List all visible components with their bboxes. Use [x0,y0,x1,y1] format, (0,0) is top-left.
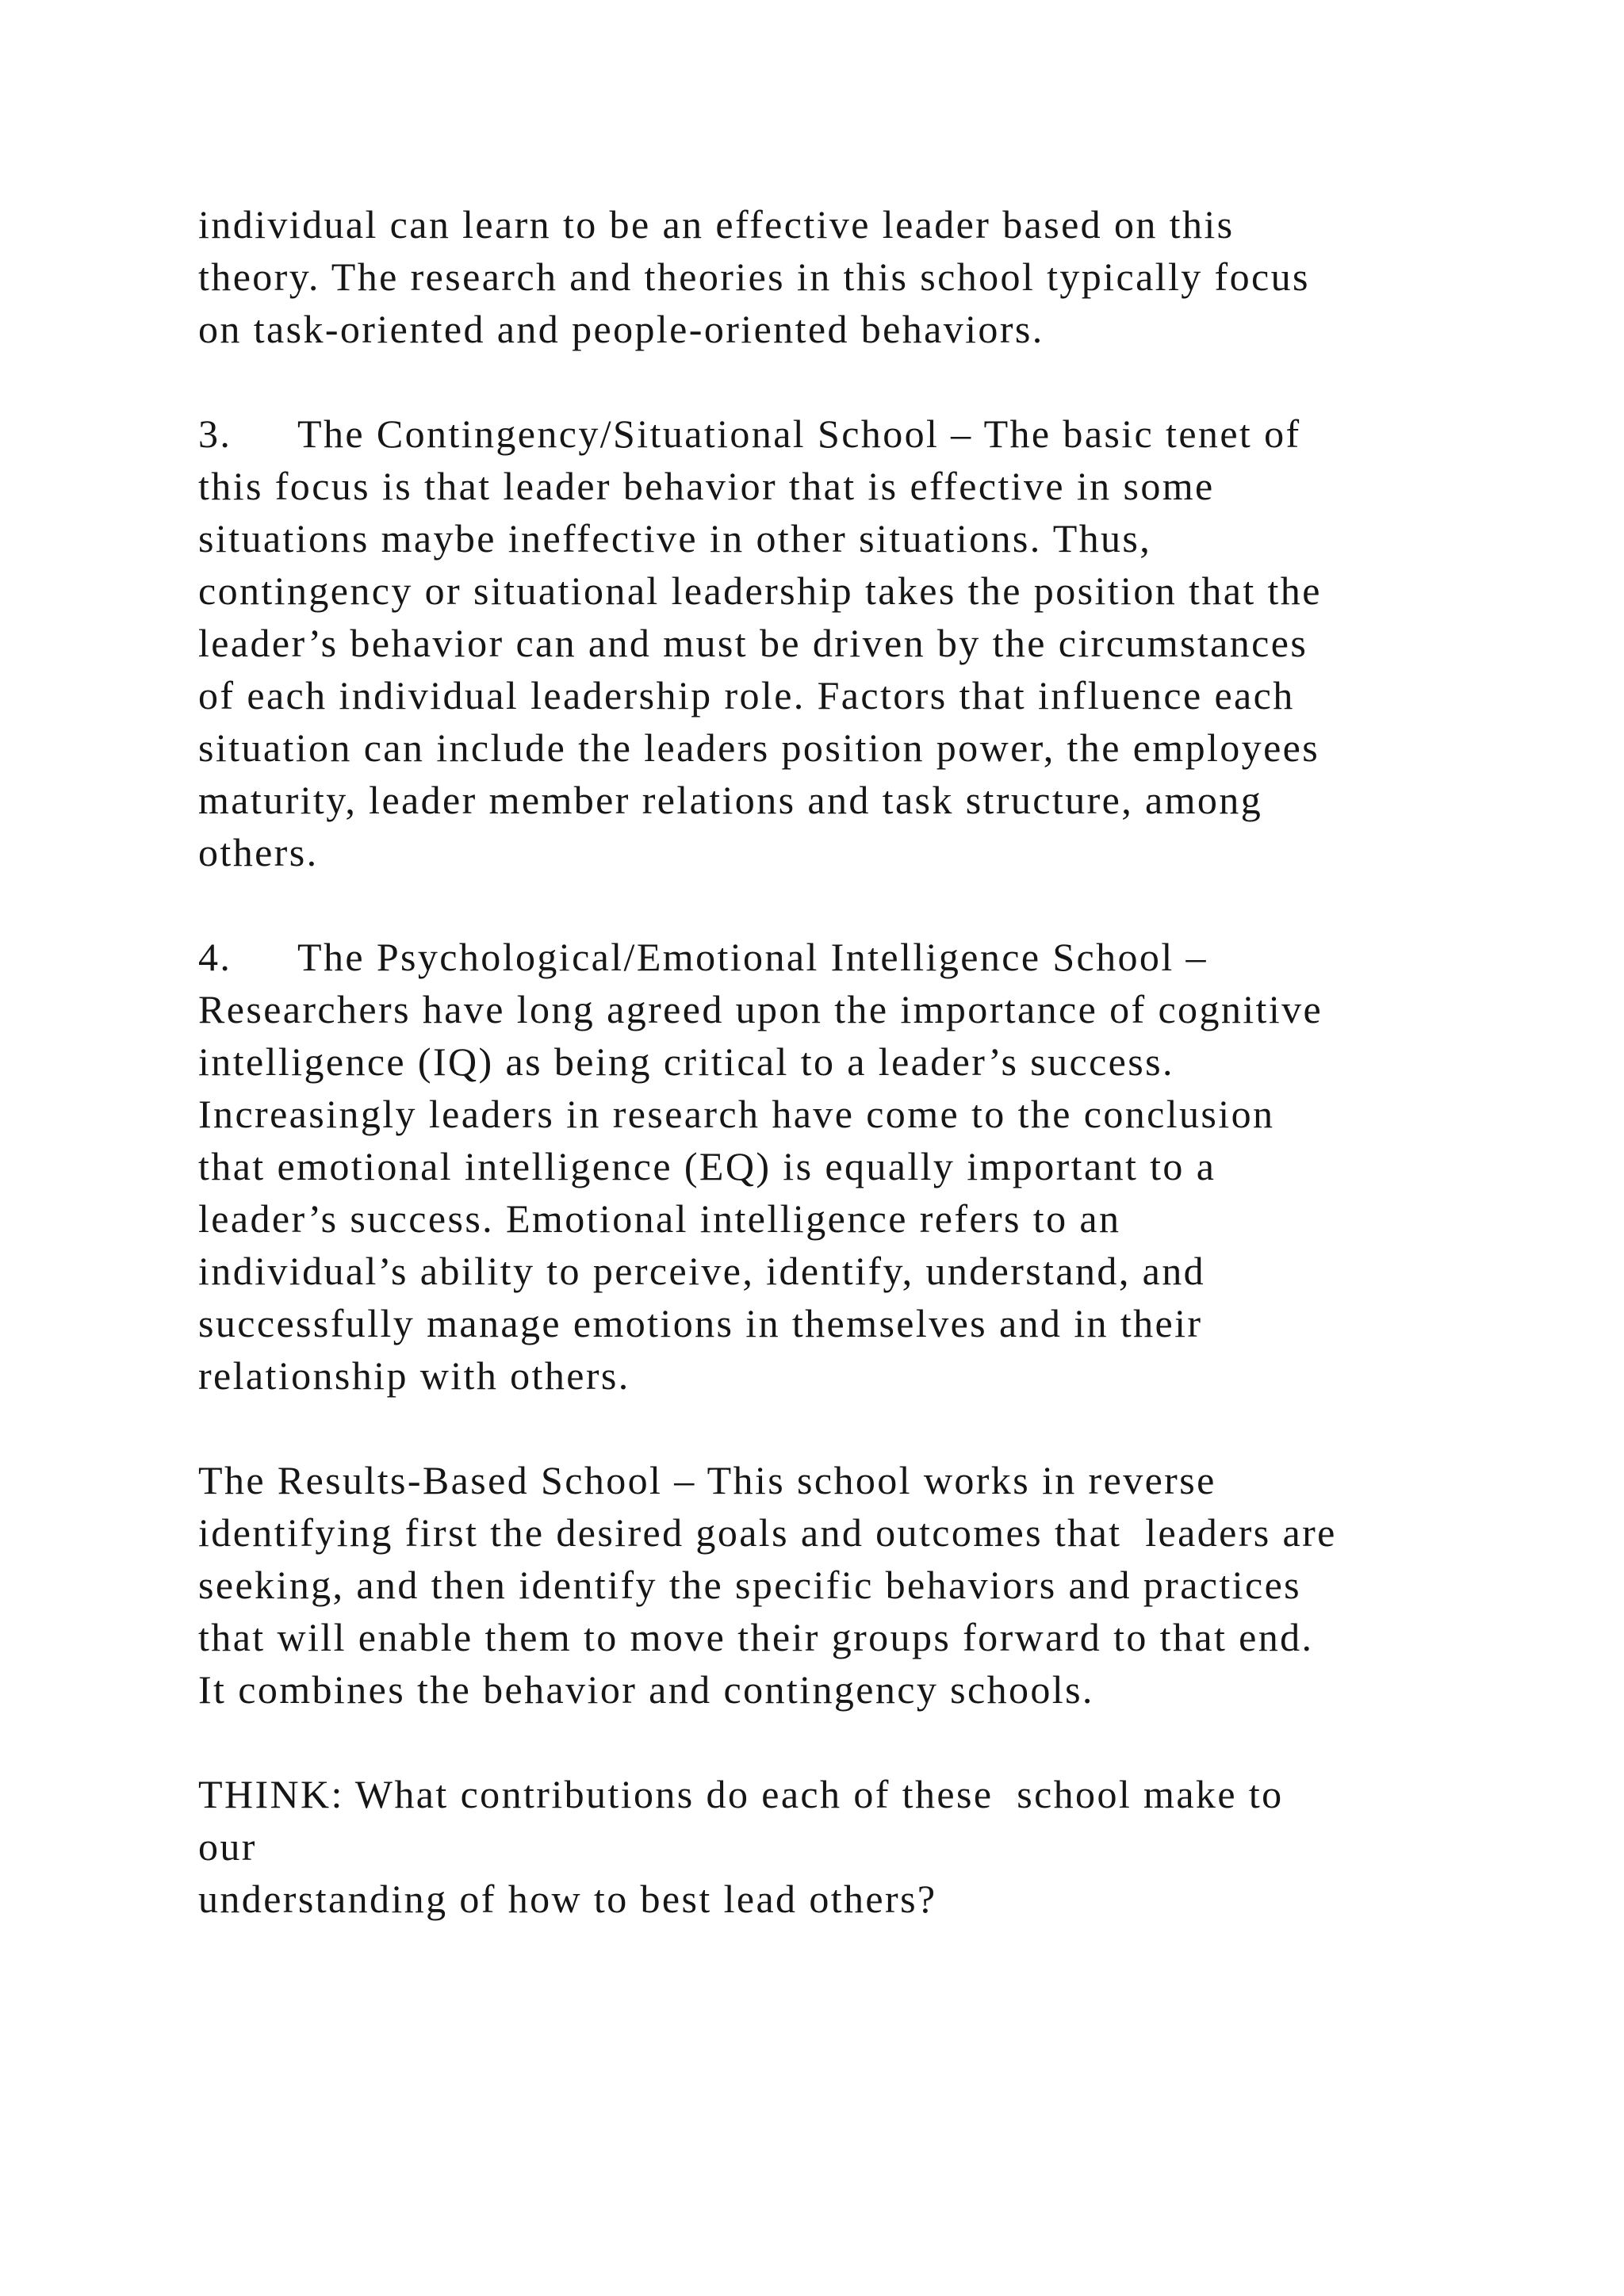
text-line: seeking, and then identify the specific behaviors and practices [198,1563,1302,1607]
text-line: of each individual leadership role. Factors that influence each [198,673,1295,718]
text-line: that emotional intelligence (EQ) is equally important to a [198,1144,1216,1188]
text-line: The Results-Based School – This school works in reverse [198,1458,1216,1502]
text-line: Increasingly leaders in research have come to the conclusion [198,1092,1275,1136]
text-line: successfully manage emotions in themselves and in their [198,1301,1203,1345]
list-item-heading-text: The Psychological/Emotional Intelligence School – [297,935,1208,979]
text-line: leader’s success. Emotional intelligence refers to an [198,1196,1121,1241]
text-line: on task-oriented and people-oriented behaviors. [198,307,1044,351]
text-line: individual’s ability to perceive, identify, understand, and [198,1249,1206,1293]
text-line: maturity, leader member relations and task structure, among [198,778,1263,822]
think-prompt-line: THINK: What contributions do each of these school make to [198,1772,1284,1816]
list-number: 4. [198,935,232,979]
text-line: intelligence (IQ) as being critical to a leader’s success. [198,1039,1174,1084]
text-line: situations maybe ineffective in other situations. Thus, [198,516,1152,561]
text-line: this focus is that leader behavior that is effective in some [198,464,1215,508]
text-line: others. [198,830,319,874]
text-line: identifying first the desired goals and outcomes that leaders are [198,1510,1337,1555]
list-item-3-heading [198,408,1301,460]
text-line: individual can learn to be an effective leader based on this [198,202,1235,247]
text-line: It combines the behavior and contingency schools. [198,1667,1094,1712]
list-item-heading-text: The Contingency/Situational School – The basic tenet of [297,411,1301,456]
text-line: that will enable them to move their groups forward to that end. [198,1615,1314,1659]
text-line: situation can include the leaders position power, the employees [198,725,1320,770]
think-prompt-line: understanding of how to best lead others? [198,1877,937,1921]
text-line: leader’s behavior can and must be driven by the circumstances [198,621,1308,665]
text-line: relationship with others. [198,1353,630,1398]
text-line: contingency or situational leadership takes the position that the [198,568,1322,613]
list-number: 3. [198,411,232,456]
text-line: Researchers have long agreed upon the importance of cognitive [198,987,1323,1031]
list-item-4-heading [198,931,1208,983]
text-line: theory. The research and theories in this school typically focus [198,254,1310,299]
think-prompt-line: our [198,1824,257,1869]
